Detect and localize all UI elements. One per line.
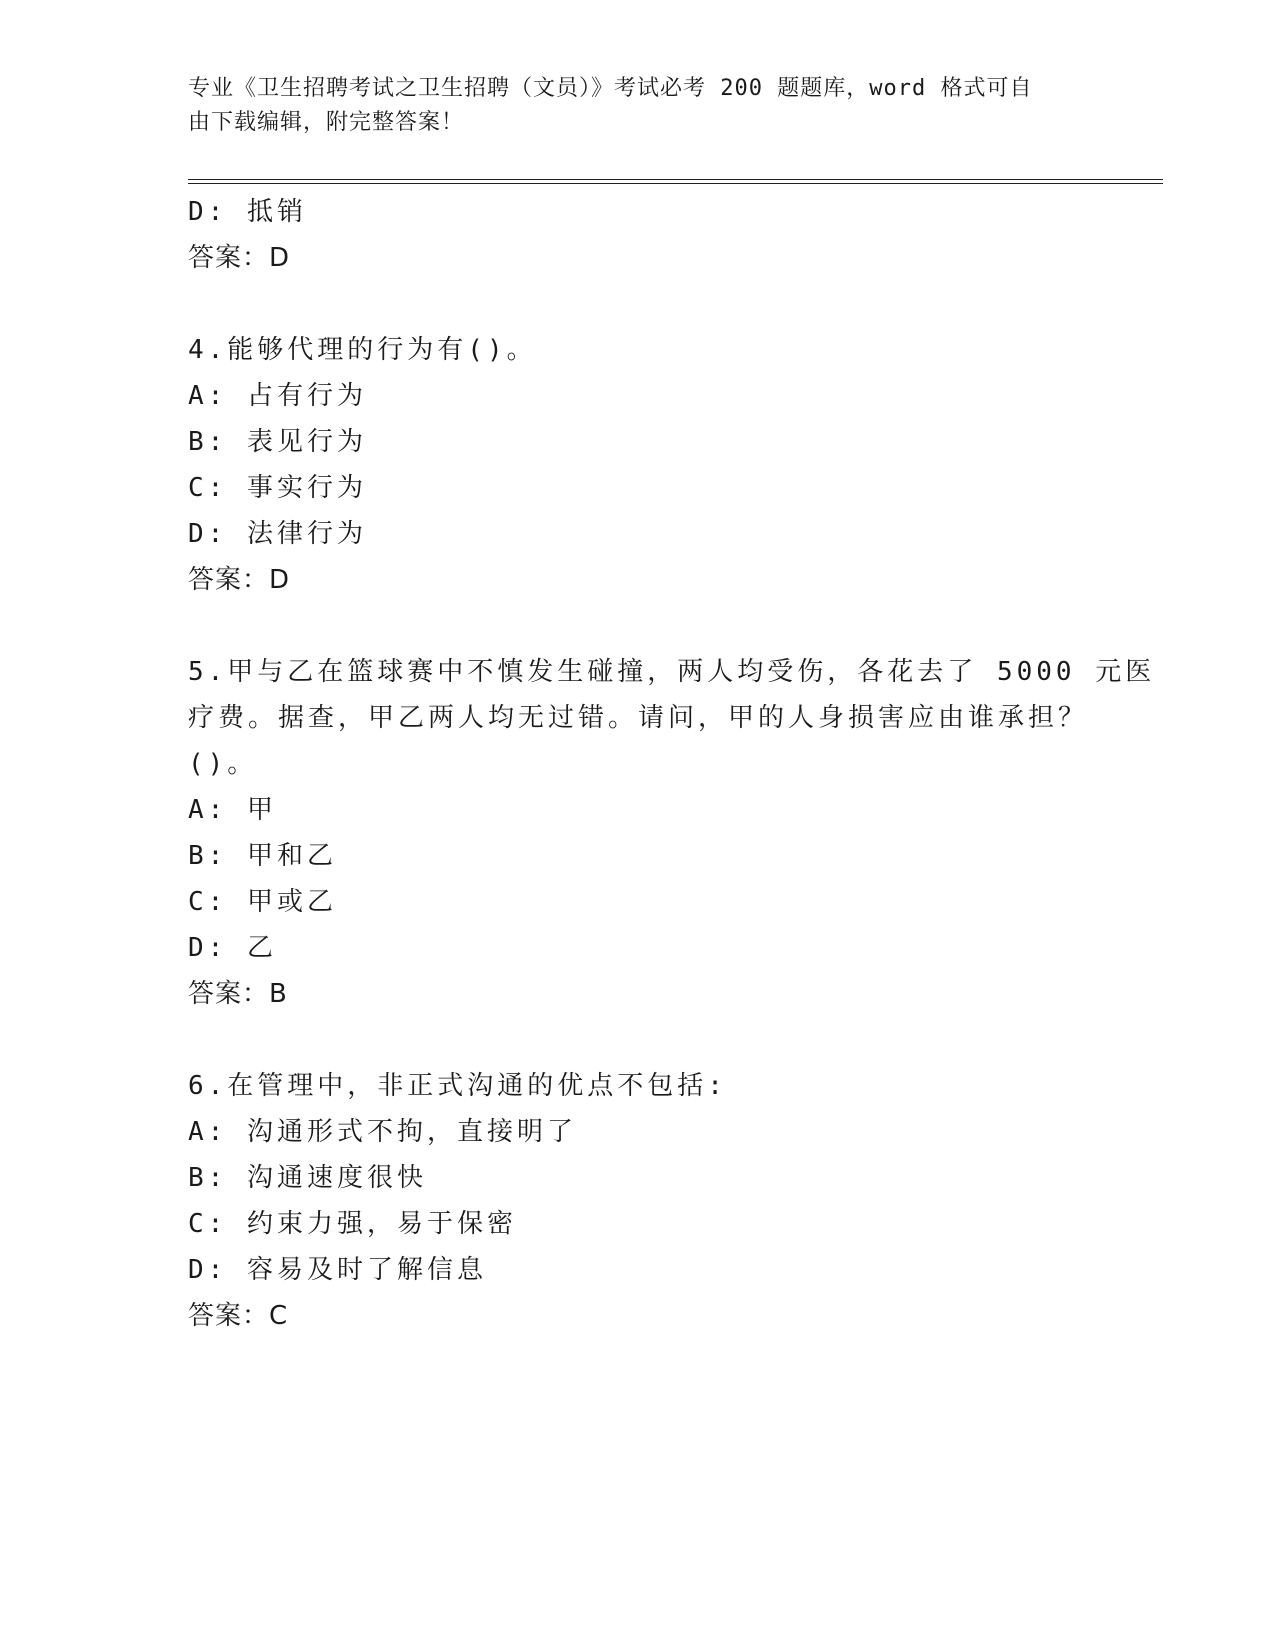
- spacer: [188, 603, 1088, 649]
- option-d: D: 法律行为: [188, 519, 367, 549]
- option-c: C: 约束力强，易于保密: [188, 1209, 517, 1239]
- answer: 答案：B: [188, 979, 288, 1009]
- header-divider: [188, 179, 1163, 184]
- question-6: [188, 1063, 1088, 1339]
- option-c: C: 事实行为: [188, 473, 367, 503]
- spacer: [188, 281, 1088, 327]
- option-d: D: 容易及时了解信息: [188, 1255, 487, 1285]
- spacer: [188, 1017, 1088, 1063]
- question-stem-line-1: 5.甲与乙在篮球赛中不慎发生碰撞，两人均受伤，各花去了 5000 元医: [188, 657, 1156, 687]
- answer: 答案：D: [188, 243, 291, 273]
- option-a: A: 沟通形式不拘，直接明了: [188, 1117, 577, 1147]
- option-a: A: 占有行为: [188, 381, 367, 411]
- question-4: [188, 327, 1088, 603]
- option-d: D: 抵销: [188, 197, 307, 227]
- option-c: C: 甲或乙: [188, 887, 337, 917]
- question-stem-line-3: ()。: [188, 749, 258, 779]
- answer: 答案：C: [188, 1301, 289, 1331]
- question-stem: 4.能够代理的行为有()。: [188, 335, 537, 365]
- question-list: [188, 189, 1156, 1339]
- option-d: D: 乙: [188, 933, 277, 963]
- option-b: B: 表见行为: [188, 427, 367, 457]
- question-stem: 6.在管理中，非正式沟通的优点不包括:: [188, 1071, 727, 1101]
- question-3-tail: [188, 189, 1088, 281]
- answer: 答案：D: [188, 565, 291, 595]
- option-b: B: 沟通速度很快: [188, 1163, 427, 1193]
- option-b: B: 甲和乙: [188, 841, 337, 871]
- document-header: [188, 72, 1088, 140]
- question-stem-line-2: 疗费。据查，甲乙两人均无过错。请问，甲的人身损害应由谁承担？: [188, 703, 1089, 733]
- option-a: A: 甲: [188, 795, 277, 825]
- question-5: [188, 649, 1156, 1017]
- header-line-2: 由下载编辑，附完整答案！: [188, 110, 465, 135]
- header-line-1: 专业《卫生招聘考试之卫生招聘（文员）》考试必考 200 题题库，word 格式可自: [188, 76, 1033, 101]
